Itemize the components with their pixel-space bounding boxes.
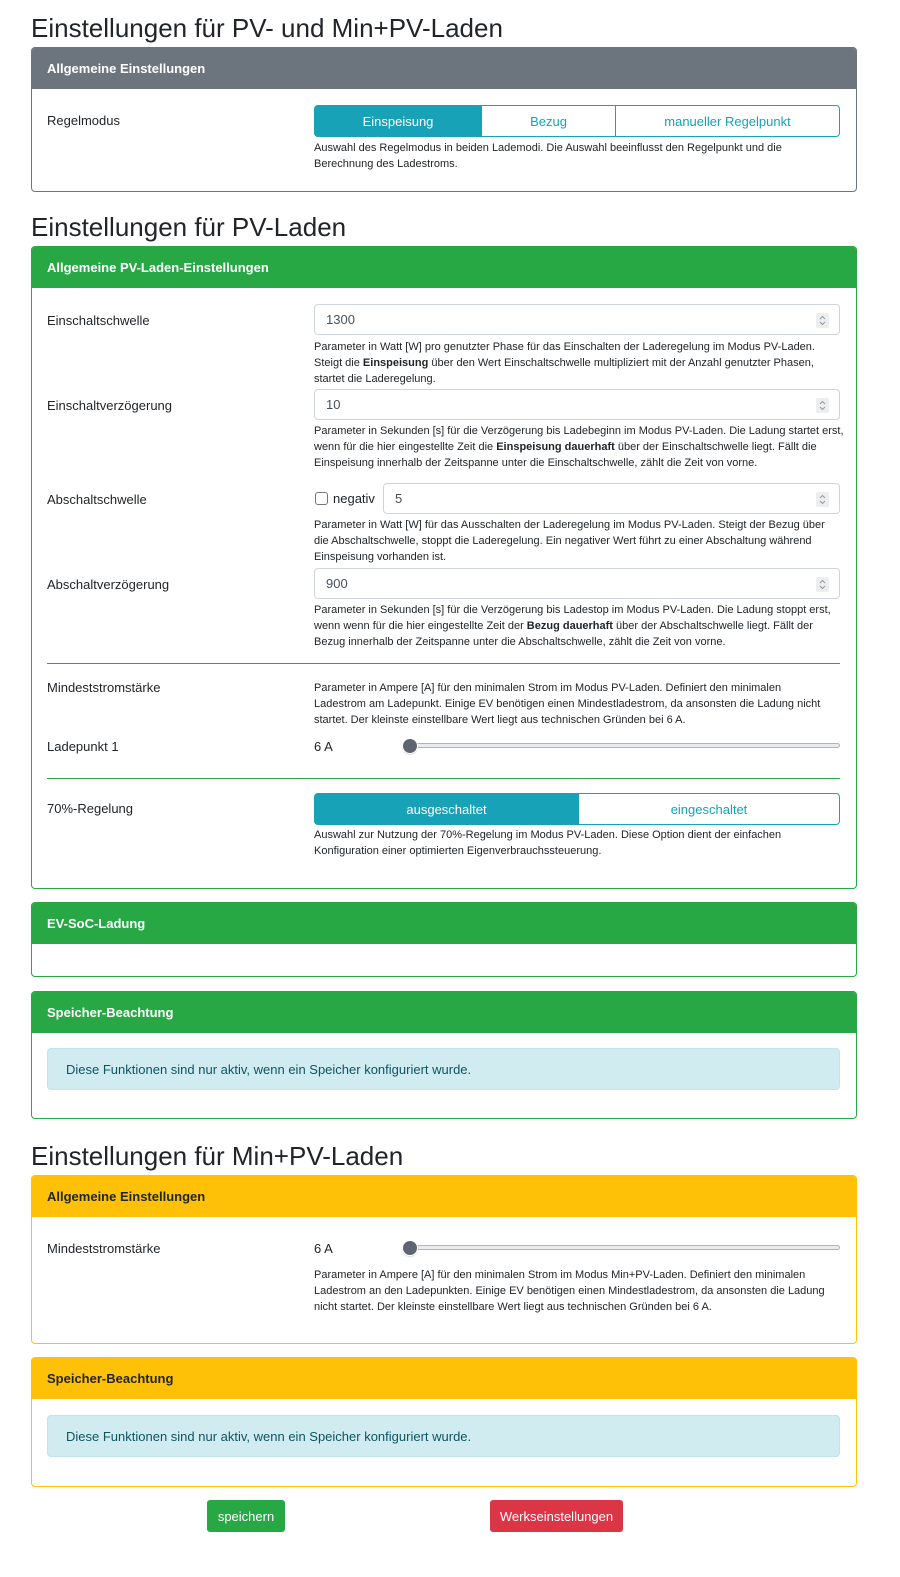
regelmodus-option-manuell[interactable]: manueller Regelpunkt [615, 105, 840, 137]
einschaltverzoegerung-input[interactable]: 10 [314, 389, 840, 420]
slider-thumb[interactable] [403, 739, 417, 753]
abschaltverzoegerung-input[interactable]: 900 [314, 568, 840, 599]
abschaltschwelle-label: Abschaltschwelle [47, 492, 147, 507]
minpv-speicher-info-alert: Diese Funktionen sind nur aktiv, wenn ein Speicher konfiguriert wurde. [47, 1415, 840, 1457]
slider-thumb[interactable] [403, 1241, 417, 1255]
einschaltschwelle-input[interactable]: 1300 [314, 304, 840, 335]
regelmodus-help: Auswahl des Regelmodus in beiden Lademodi. Die Auswahl beeinflusst den Regelpunkt und die Berechnung des Ladestroms. [314, 142, 782, 170]
card-header: Allgemeine Einstellungen [32, 48, 856, 89]
regelung70-toggle [314, 793, 840, 825]
spinner-icon[interactable] [816, 577, 829, 592]
page-title-pv: Einstellungen für PV-Laden [31, 212, 347, 242]
page-title-common: Einstellungen für PV- und Min+PV-Laden [31, 13, 503, 43]
divider [47, 778, 840, 779]
regelmodus-toggle [314, 105, 840, 137]
pv-mindeststrom-help: Parameter in Ampere [A] für den minimalen Strom im Modus PV-Laden. Definiert den minimalen Ladestrom am Ladepunkt. Einige EV benötigen einen Mindestladestrom, da ansonsten die Ladung nicht startet. Der kleinste einstellbare Wert liegt aus technischen Gründen bei 6 A. [314, 682, 821, 726]
ladepunkt-1-slider[interactable] [403, 738, 840, 754]
page-title-minpv: Einstellungen für Min+PV-Laden [31, 1141, 404, 1171]
einschaltschwelle-label: Einschaltschwelle [47, 313, 150, 328]
factory-reset-button[interactable]: Werkseinstellungen [490, 1500, 623, 1532]
slider-track [403, 1245, 840, 1250]
spinner-icon[interactable] [816, 313, 829, 328]
einschaltschwelle-help: Parameter in Watt [W] pro genutzter Phase für das Einschalten der Laderegelung im Modus PV-Laden. Steigt die Einspeisung über den Wert Einschaltschwelle multipliziert mit der Anzahl genutzter Phasen, startet die Laderegelung. [314, 341, 815, 385]
card-ev-soc [31, 902, 857, 977]
card-header: EV-SoC-Ladung [32, 903, 856, 944]
negativ-checkbox[interactable] [315, 492, 328, 505]
minpv-mindeststrom-label: Mindeststromstärke [47, 1241, 161, 1256]
abschaltschwelle-input[interactable]: 5 [383, 483, 840, 514]
regelmodus-option-bezug[interactable]: Bezug [481, 105, 616, 137]
abschaltschwelle-help: Parameter in Watt [W] für das Ausschalten der Laderegelung im Modus PV-Laden. Steigt der Bezug über die Abschaltschwelle, stoppt die Laderegelung. Ein negativer Wert führt zu einer Abschaltung während Einspeisung vorhanden ist. [314, 519, 825, 563]
regelung70-help: Auswahl zur Nutzung der 70%-Regelung im Modus PV-Laden. Diese Option dient der einfachen Konfiguration einer optimierten Eigenverbrauchssteuerung. [314, 829, 782, 857]
card-header: Speicher-Beachtung [32, 1358, 856, 1399]
abschaltverzoegerung-label: Abschaltverzögerung [47, 577, 170, 592]
regelmodus-option-einspeisung[interactable]: Einspeisung [314, 105, 482, 137]
card-header: Speicher-Beachtung [32, 992, 856, 1033]
regelung70-option-ein[interactable]: eingeschaltet [578, 793, 840, 825]
minpv-mindeststrom-help: Parameter in Ampere [A] für den minimalen Strom im Modus Min+PV-Laden. Definiert den minimalen Ladestrom an den Ladepunkten. Einige EV benötigen einen Mindestladestrom, da ansonsten die Ladung nicht startet. Der kleinste einstellbare Wert liegt aus technischen Gründen bei 6 A. [314, 1269, 825, 1313]
regelung70-option-aus[interactable]: ausgeschaltet [314, 793, 579, 825]
einschaltverzoegerung-help: Parameter in Sekunden [s] für die Verzögerung bis Ladebeginn im Modus PV-Laden. Die Ladung startet erst, wenn für die hier eingestellte Zeit die Einspeisung dauerhaft über der Einschaltschwelle liegt. Fällt die Einspeisung innerhalb der Zeitspanne unter die Einschaltschwelle, zählt die Zeit von vorne. [314, 425, 844, 469]
minpv-mindeststrom-value: 6 A [314, 1241, 333, 1256]
abschaltverzoegerung-help: Parameter in Sekunden [s] für die Verzögerung bis Ladestop im Modus PV-Laden. Die Ladung stoppt erst, wenn wenn für die hier eingestellte Zeit der Bezug dauerhaft über der Abschaltschwelle liegt. Fällt der Bezug innerhalb der Zeitspanne unter die Abschaltschwelle, zählt die Zeit von vorne. [314, 604, 831, 648]
pv-mindeststrom-label: Mindeststromstärke [47, 680, 161, 695]
regelmodus-label: Regelmodus [47, 113, 120, 128]
ladepunkt-1-value: 6 A [314, 739, 333, 754]
spinner-icon[interactable] [816, 398, 829, 413]
minpv-mindeststrom-slider[interactable] [403, 1240, 840, 1256]
divider [47, 663, 840, 664]
card-header: Allgemeine Einstellungen [32, 1176, 856, 1217]
slider-track [403, 743, 840, 748]
pv-speicher-info-alert: Diese Funktionen sind nur aktiv, wenn ein Speicher konfiguriert wurde. [47, 1048, 840, 1090]
card-minpv-settings [31, 1175, 857, 1344]
spinner-icon[interactable] [816, 492, 829, 507]
ladepunkt-1-label: Ladepunkt 1 [47, 739, 119, 754]
einschaltverzoegerung-label: Einschaltverzögerung [47, 398, 173, 413]
save-button[interactable]: speichern [207, 1500, 285, 1532]
negativ-label: negativ [333, 491, 375, 506]
regelung70-label: 70%-Regelung [47, 801, 134, 816]
card-header: Allgemeine PV-Laden-Einstellungen [32, 247, 856, 288]
